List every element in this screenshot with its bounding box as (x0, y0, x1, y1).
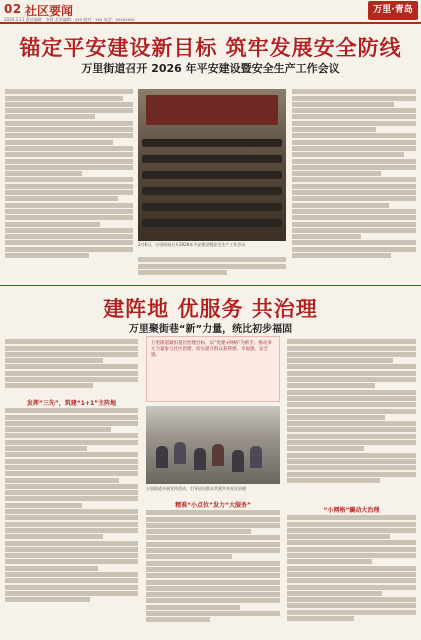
article2-subtitle-right: “小网格”撬动大治理 (323, 507, 380, 514)
section-divider (0, 285, 421, 286)
page-header (0, 0, 421, 22)
article1-body-mid (138, 256, 286, 282)
article2-body-left-top (5, 338, 138, 396)
dateline: 2026.3.11 责任编辑：李莉 美术编辑：xxx 校对：xxx 电话：xxxxxxxx (4, 17, 135, 22)
article2-body-left (5, 407, 138, 635)
masthead-logo: 万里·青岛 (368, 1, 418, 20)
section-title: 社区要闻 (25, 4, 74, 18)
activity-photo (146, 406, 280, 484)
article2-subtitle-mid: 精准“小点位”发力“大服务” (175, 502, 251, 509)
pull-quote-text: 万里街道紧扣基层治理目标，以“党建+网格”为抓手，推动多元力量参与社区治理，切实提升群众获得感、幸福感、安全感。 (151, 341, 272, 358)
article2-headline: 建阵地 优服务 共治理 (103, 296, 318, 321)
header-rule (0, 22, 421, 24)
article1-body-left (5, 88, 133, 282)
article2-body-mid (146, 509, 280, 635)
article2-subhead: 万里聚街巷“新”力量，统比初步福固 (128, 324, 293, 335)
pull-quote (146, 336, 280, 402)
article1-headline: 锚定平安建设新目标 筑牢发展安全防线 (19, 35, 402, 60)
activity-photo-caption: 万里街道开展宣传活动，引导居民群众共建共享社区治理 (146, 486, 246, 491)
article1-body-right (292, 88, 416, 282)
article2-body-right (287, 514, 416, 635)
page-number: 02 (4, 2, 22, 16)
article2-body-right-top (287, 338, 416, 504)
article1-subhead: 万里街道召开 2026 年平安建设暨安全生产工作会议 (81, 62, 340, 75)
article2-subtitle-left: 发挥“三先”，筑建“1+1”主阵地 (26, 400, 117, 407)
meeting-photo (138, 89, 286, 241)
meeting-photo-caption: 2月6日，万里街道召开2026年平安建设暨安全生产工作会议 (138, 242, 246, 247)
